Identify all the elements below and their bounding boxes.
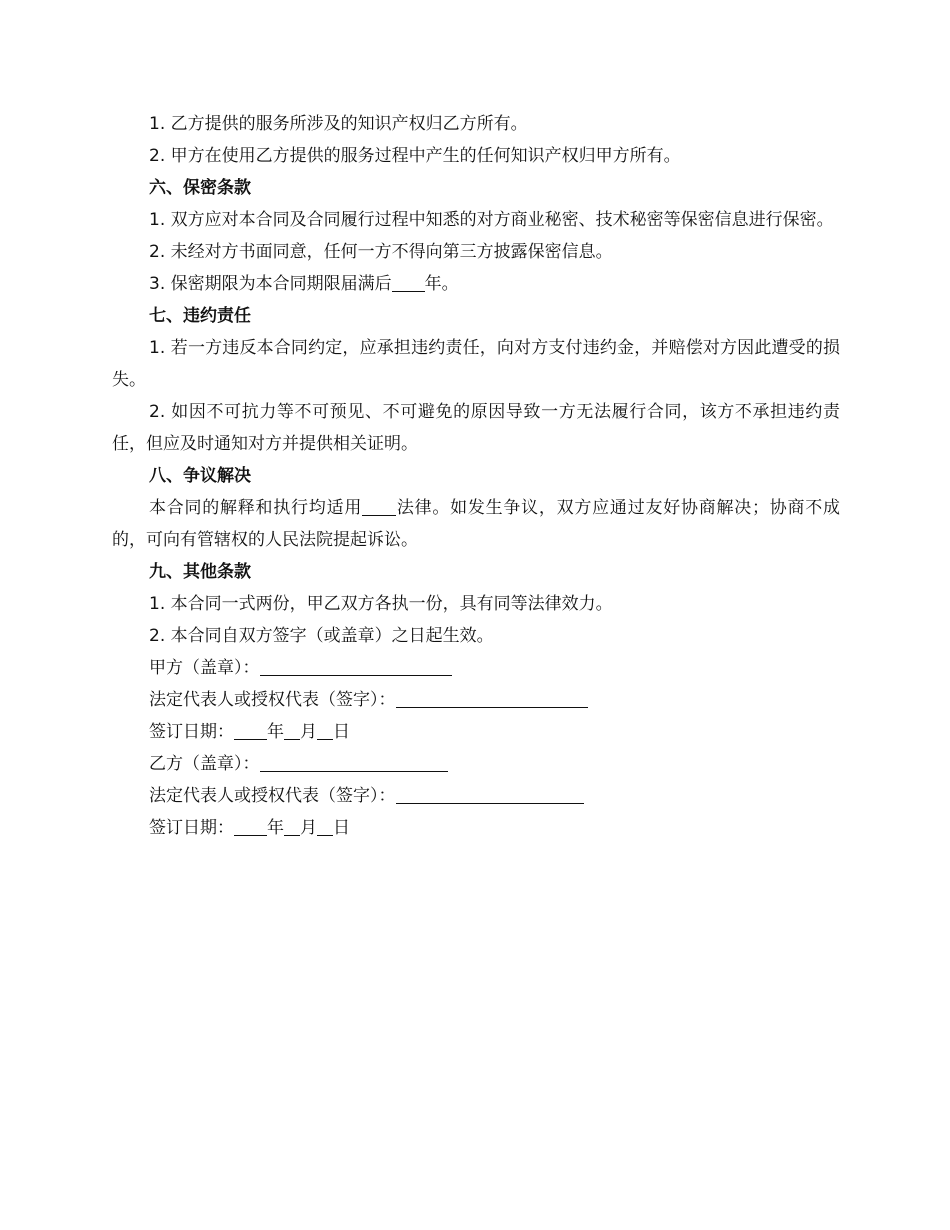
party-b-date-line: [112, 812, 840, 844]
party-a-date-line: [112, 716, 840, 748]
party-a-day-unit: 日: [333, 722, 350, 742]
other-item-1: 1. 本合同一式两份，甲乙双方各执一份，具有同等法律效力。: [149, 594, 613, 614]
party-a-year-unit: 年: [267, 722, 284, 742]
confidentiality-item-3: [112, 268, 840, 300]
party-b-month-blank[interactable]: [284, 817, 300, 836]
contract-body: [112, 108, 840, 844]
ip-item-1: 1. 乙方提供的服务所涉及的知识产权归乙方所有。: [149, 114, 528, 134]
party-b-rep-line: [112, 780, 840, 812]
party-a-seal-line: [112, 652, 840, 684]
party-b-month-unit: 月: [300, 818, 317, 838]
section-heading-confidentiality: 六、保密条款: [149, 178, 251, 198]
liability-item-2: 2. 如因不可抗力等不可预见、不可避免的原因导致一方无法履行合同，该方不承担违约责任，但应及时通知对方并提供相关证明。: [112, 402, 840, 454]
section-heading-dispute: 八、争议解决: [149, 466, 251, 486]
party-b-year-unit: 年: [267, 818, 284, 838]
ip-item-2: 2. 甲方在使用乙方提供的服务过程中产生的任何知识产权归甲方所有。: [149, 146, 681, 166]
party-a-rep-label: 法定代表人或授权代表（签字）：: [149, 690, 396, 710]
confidentiality-item-3-suffix: 年。: [424, 274, 459, 294]
party-b-day-blank[interactable]: [317, 817, 333, 836]
party-a-month-blank[interactable]: [284, 721, 300, 740]
section-heading-other: 九、其他条款: [149, 562, 251, 582]
section-heading-liability: 七、违约责任: [149, 306, 251, 326]
dispute-text-prefix: 本合同的解释和执行均适用: [149, 498, 363, 518]
party-b-rep-label: 法定代表人或授权代表（签字）：: [149, 786, 396, 806]
party-b-date-label: 签订日期：: [149, 818, 234, 838]
party-a-rep-line: [112, 684, 840, 716]
party-a-year-blank[interactable]: [234, 721, 267, 740]
confidentiality-item-1: 1. 双方应对本合同及合同履行过程中知悉的对方商业秘密、技术秘密等保密信息进行保密。: [149, 210, 834, 230]
party-b-year-blank[interactable]: [234, 817, 267, 836]
party-a-month-unit: 月: [300, 722, 317, 742]
party-b-seal-line: [112, 748, 840, 780]
dispute-text: [112, 492, 840, 556]
party-a-date-label: 签订日期：: [149, 722, 234, 742]
party-b-rep-blank[interactable]: [396, 785, 584, 804]
liability-item-1: 1. 若一方违反本合同约定，应承担违约责任，向对方支付违约金，并赔偿对方因此遭受的损失。: [112, 338, 840, 390]
confidentiality-item-3-text: 3. 保密期限为本合同期限届满后: [149, 274, 392, 294]
party-b-seal-label: 乙方（盖章）：: [149, 754, 260, 774]
party-a-seal-label: 甲方（盖章）：: [149, 658, 260, 678]
party-b-day-unit: 日: [333, 818, 350, 838]
party-a-day-blank[interactable]: [317, 721, 333, 740]
party-a-rep-blank[interactable]: [396, 689, 588, 708]
governing-law-blank[interactable]: [362, 497, 396, 516]
dispute-text-suffix: 法律。如发生争议，双方应通过友好协商解决；协商不成的，可向有管辖权的人民法院提起诉讼。: [112, 498, 841, 550]
party-a-seal-blank[interactable]: [260, 657, 452, 676]
confidentiality-period-blank[interactable]: [392, 273, 425, 292]
other-item-2: 2. 本合同自双方签字（或盖章）之日起生效。: [149, 626, 494, 646]
party-b-seal-blank[interactable]: [260, 753, 448, 772]
confidentiality-item-2: 2. 未经对方书面同意，任何一方不得向第三方披露保密信息。: [149, 242, 613, 262]
